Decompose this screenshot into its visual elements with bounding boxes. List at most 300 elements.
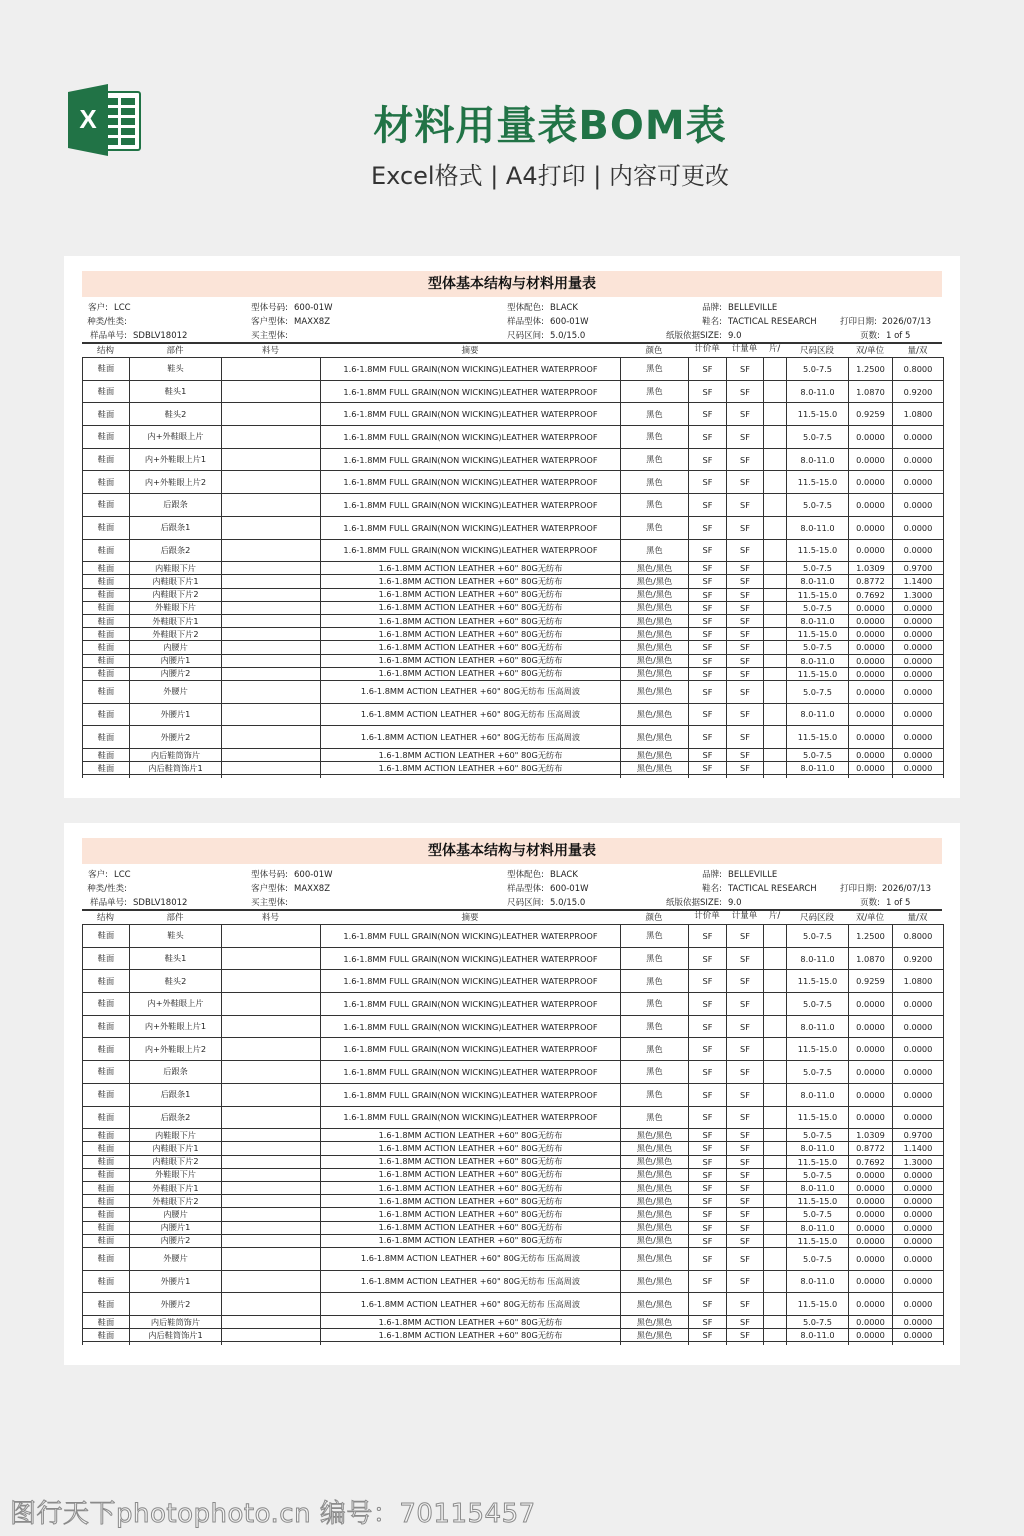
measure-unit-cell[interactable]: SF [727,426,764,449]
description-cell[interactable]: 1.6-1.8MM FULL GRAIN(NON WICKING)LEATHER WATERPROOF [321,947,621,970]
size-range-cell[interactable]: 11.5-15.0 [787,1106,849,1129]
description-cell[interactable]: 1.6-1.8MM FULL GRAIN(NON WICKING)LEATHER WATERPROOF [321,448,621,471]
color-cell[interactable]: 黑色/黑色 [621,654,689,667]
qty-per-pair-cell[interactable]: 0.0000 [893,448,944,471]
color-cell[interactable]: 黑色/黑色 [621,1234,689,1247]
description-cell[interactable]: 1.6-1.8MM ACTION LEATHER +60" 80G无纺布 [321,588,621,601]
color-cell[interactable]: 黑色/黑色 [621,641,689,654]
material-no-cell[interactable] [222,1106,321,1129]
description-cell[interactable]: 1.6-1.8MM FULL GRAIN(NON WICKING)LEATHER WATERPROOF [321,494,621,517]
price-unit-cell[interactable]: SF [689,1293,727,1316]
material-no-cell[interactable] [222,380,321,403]
pair-per-unit-cell[interactable]: 0.0000 [849,703,893,726]
price-unit-cell[interactable]: SF [689,925,727,948]
qty-per-pair-cell[interactable]: 1.1400 [893,1142,944,1155]
pair-per-unit-cell[interactable]: 0.0000 [849,641,893,654]
pieces-cell[interactable] [764,380,787,403]
part-cell[interactable]: 外腰片1 [130,703,222,726]
color-cell[interactable]: 黑色/黑色 [621,1329,689,1342]
qty-per-pair-cell[interactable]: 0.0000 [893,614,944,627]
size-range-cell[interactable]: 8.0-11.0 [787,1015,849,1038]
pieces-cell[interactable] [764,575,787,588]
description-cell[interactable]: 1.6-1.8MM ACTION LEATHER +60" 80G无纺布 [321,1129,621,1142]
pair-per-unit-cell[interactable]: 0.0000 [849,601,893,614]
pieces-cell[interactable] [764,426,787,449]
structure-cell[interactable]: 鞋面 [83,762,130,775]
qty-per-pair-cell[interactable]: 0.0000 [893,748,944,761]
pieces-cell[interactable] [764,680,787,703]
description-cell[interactable]: 1.6-1.8MM FULL GRAIN(NON WICKING)LEATHER WATERPROOF [321,1038,621,1061]
material-no-cell[interactable] [222,471,321,494]
description-cell[interactable]: 1.6-1.8MM ACTION LEATHER +60" 80G无纺布 [321,1221,621,1234]
qty-per-pair-cell[interactable]: 0.0000 [893,1221,944,1234]
measure-unit-cell[interactable]: SF [727,601,764,614]
structure-cell[interactable]: 鞋面 [83,667,130,680]
part-cell[interactable]: 内腰片2 [130,1234,222,1247]
measure-unit-cell[interactable]: SF [727,726,764,749]
color-cell[interactable]: 黑色 [621,993,689,1016]
material-no-cell[interactable] [222,925,321,948]
pieces-cell[interactable] [764,601,787,614]
pair-per-unit-cell[interactable]: 0.0000 [849,726,893,749]
description-cell[interactable]: 1.6-1.8MM ACTION LEATHER +60" 80G无纺布 [321,1195,621,1208]
color-cell[interactable]: 黑色 [621,1061,689,1084]
size-range-cell[interactable]: 11.5-15.0 [787,1234,849,1247]
pair-per-unit-cell[interactable]: 0.0000 [849,1083,893,1106]
pieces-cell[interactable] [764,1293,787,1316]
structure-cell[interactable]: 鞋面 [83,1221,130,1234]
pair-per-unit-cell[interactable]: 0.0000 [849,1247,893,1270]
structure-cell[interactable]: 鞋面 [83,1142,130,1155]
color-cell[interactable]: 黑色 [621,1015,689,1038]
description-cell[interactable]: 1.6-1.8MM ACTION LEATHER +60" 80G无纺布 [321,654,621,667]
measure-unit-cell[interactable]: SF [727,358,764,381]
pair-per-unit-cell[interactable]: 1.0309 [849,1129,893,1142]
qty-per-pair-cell[interactable]: 0.0000 [893,993,944,1016]
part-cell[interactable]: 内腰片1 [130,1221,222,1234]
description-cell[interactable]: 1.6-1.8MM ACTION LEATHER +60" 80G无纺布 [321,1142,621,1155]
part-cell[interactable]: 内鞋眼下片 [130,562,222,575]
structure-cell[interactable]: 鞋面 [83,680,130,703]
size-range-cell[interactable]: 11.5-15.0 [787,667,849,680]
pieces-cell[interactable] [764,516,787,539]
pair-per-unit-cell[interactable]: 0.0000 [849,667,893,680]
material-no-cell[interactable] [222,1061,321,1084]
size-range-cell[interactable]: 11.5-15.0 [787,628,849,641]
measure-unit-cell[interactable]: SF [727,1221,764,1234]
material-no-cell[interactable] [222,1247,321,1270]
material-no-cell[interactable] [222,1293,321,1316]
color-cell[interactable]: 黑色/黑色 [621,1195,689,1208]
structure-cell[interactable]: 鞋面 [83,1234,130,1247]
qty-per-pair-cell[interactable]: 1.3000 [893,1155,944,1168]
size-range-cell[interactable]: 5.0-7.5 [787,1061,849,1084]
description-cell[interactable]: 1.6-1.8MM FULL GRAIN(NON WICKING)LEATHER WATERPROOF [321,1061,621,1084]
size-range-cell[interactable]: 5.0-7.5 [787,1247,849,1270]
measure-unit-cell[interactable]: SF [727,562,764,575]
pieces-cell[interactable] [764,1221,787,1234]
material-no-cell[interactable] [222,1221,321,1234]
material-no-cell[interactable] [222,426,321,449]
pieces-cell[interactable] [764,667,787,680]
structure-cell[interactable]: 鞋面 [83,403,130,426]
price-unit-cell[interactable]: SF [689,1038,727,1061]
pieces-cell[interactable] [764,1195,787,1208]
pieces-cell[interactable] [764,471,787,494]
size-range-cell[interactable]: 5.0-7.5 [787,748,849,761]
pieces-cell[interactable] [764,1106,787,1129]
structure-cell[interactable]: 鞋面 [83,426,130,449]
structure-cell[interactable]: 鞋面 [83,601,130,614]
part-cell[interactable]: 内腰片 [130,1208,222,1221]
measure-unit-cell[interactable]: SF [727,680,764,703]
qty-per-pair-cell[interactable]: 1.0800 [893,403,944,426]
color-cell[interactable]: 黑色 [621,1038,689,1061]
color-cell[interactable]: 黑色/黑色 [621,680,689,703]
price-unit-cell[interactable]: SF [689,1106,727,1129]
material-no-cell[interactable] [222,1015,321,1038]
qty-per-pair-cell[interactable]: 0.0000 [893,1293,944,1316]
material-no-cell[interactable] [222,1195,321,1208]
measure-unit-cell[interactable]: SF [727,588,764,601]
part-cell[interactable]: 后跟条 [130,1061,222,1084]
size-range-cell[interactable]: 5.0-7.5 [787,993,849,1016]
color-cell[interactable]: 黑色 [621,925,689,948]
measure-unit-cell[interactable]: SF [727,448,764,471]
pair-per-unit-cell[interactable]: 0.0000 [849,1195,893,1208]
price-unit-cell[interactable]: SF [689,1221,727,1234]
part-cell[interactable]: 内腰片 [130,641,222,654]
price-unit-cell[interactable]: SF [689,516,727,539]
price-unit-cell[interactable]: SF [689,1142,727,1155]
part-cell[interactable]: 外鞋眼下片 [130,1168,222,1181]
structure-cell[interactable]: 鞋面 [83,1038,130,1061]
color-cell[interactable]: 黑色 [621,358,689,381]
material-no-cell[interactable] [222,641,321,654]
color-cell[interactable]: 黑色 [621,403,689,426]
material-no-cell[interactable] [222,748,321,761]
measure-unit-cell[interactable]: SF [727,1106,764,1129]
size-range-cell[interactable]: 5.0-7.5 [787,601,849,614]
qty-per-pair-cell[interactable]: 0.9200 [893,380,944,403]
part-cell[interactable]: 内鞋眼下片1 [130,575,222,588]
structure-cell[interactable]: 鞋面 [83,641,130,654]
material-no-cell[interactable] [222,403,321,426]
price-unit-cell[interactable]: SF [689,1270,727,1293]
pair-per-unit-cell[interactable]: 1.2500 [849,358,893,381]
structure-cell[interactable]: 鞋面 [83,726,130,749]
part-cell[interactable]: 后跟条2 [130,539,222,562]
structure-cell[interactable]: 鞋面 [83,925,130,948]
measure-unit-cell[interactable]: SF [727,539,764,562]
structure-cell[interactable]: 鞋面 [83,1293,130,1316]
structure-cell[interactable]: 鞋面 [83,1129,130,1142]
structure-cell[interactable]: 鞋面 [83,614,130,627]
color-cell[interactable]: 黑色/黑色 [621,588,689,601]
pieces-cell[interactable] [764,562,787,575]
part-cell[interactable]: 外鞋眼下片2 [130,628,222,641]
color-cell[interactable]: 黑色/黑色 [621,1129,689,1142]
color-cell[interactable]: 黑色/黑色 [621,1270,689,1293]
material-no-cell[interactable] [222,703,321,726]
material-no-cell[interactable] [222,993,321,1016]
qty-per-pair-cell[interactable]: 0.0000 [893,494,944,517]
pieces-cell[interactable] [764,628,787,641]
part-cell[interactable]: 内后鞋筒饰片1 [130,762,222,775]
part-cell[interactable]: 外腰片1 [130,1270,222,1293]
structure-cell[interactable]: 鞋面 [83,1083,130,1106]
color-cell[interactable]: 黑色/黑色 [621,1247,689,1270]
description-cell[interactable]: 1.6-1.8MM ACTION LEATHER +60" 80G无纺布 压高周波 [321,1247,621,1270]
measure-unit-cell[interactable]: SF [727,993,764,1016]
pair-per-unit-cell[interactable]: 0.0000 [849,1106,893,1129]
part-cell[interactable]: 鞋头1 [130,947,222,970]
part-cell[interactable]: 外腰片2 [130,1293,222,1316]
color-cell[interactable]: 黑色/黑色 [621,1315,689,1328]
pieces-cell[interactable] [764,993,787,1016]
material-no-cell[interactable] [222,1234,321,1247]
material-no-cell[interactable] [222,628,321,641]
structure-cell[interactable]: 鞋面 [83,562,130,575]
part-cell[interactable]: 内鞋眼下片2 [130,1155,222,1168]
qty-per-pair-cell[interactable]: 0.0000 [893,539,944,562]
pieces-cell[interactable] [764,1015,787,1038]
part-cell[interactable]: 内鞋眼下片2 [130,588,222,601]
pieces-cell[interactable] [764,1038,787,1061]
pieces-cell[interactable] [764,748,787,761]
description-cell[interactable]: 1.6-1.8MM ACTION LEATHER +60" 80G无纺布 [321,748,621,761]
pair-per-unit-cell[interactable]: 0.0000 [849,680,893,703]
material-no-cell[interactable] [222,494,321,517]
size-range-cell[interactable]: 8.0-11.0 [787,1270,849,1293]
color-cell[interactable]: 黑色/黑色 [621,1221,689,1234]
structure-cell[interactable]: 鞋面 [83,1155,130,1168]
structure-cell[interactable]: 鞋面 [83,1168,130,1181]
size-range-cell[interactable]: 11.5-15.0 [787,1293,849,1316]
structure-cell[interactable]: 鞋面 [83,1106,130,1129]
pieces-cell[interactable] [764,641,787,654]
measure-unit-cell[interactable]: SF [727,575,764,588]
size-range-cell[interactable]: 5.0-7.5 [787,1315,849,1328]
measure-unit-cell[interactable]: SF [727,1061,764,1084]
measure-unit-cell[interactable]: SF [727,641,764,654]
qty-per-pair-cell[interactable]: 0.8000 [893,358,944,381]
pair-per-unit-cell[interactable]: 0.0000 [849,1315,893,1328]
price-unit-cell[interactable]: SF [689,1168,727,1181]
structure-cell[interactable]: 鞋面 [83,970,130,993]
qty-per-pair-cell[interactable]: 0.0000 [893,762,944,775]
qty-per-pair-cell[interactable]: 0.0000 [893,1038,944,1061]
structure-cell[interactable]: 鞋面 [83,539,130,562]
price-unit-cell[interactable]: SF [689,358,727,381]
description-cell[interactable]: 1.6-1.8MM ACTION LEATHER +60" 80G无纺布 压高周波 [321,726,621,749]
structure-cell[interactable]: 鞋面 [83,1181,130,1194]
pair-per-unit-cell[interactable]: 0.0000 [849,426,893,449]
color-cell[interactable]: 黑色/黑色 [621,575,689,588]
part-cell[interactable]: 外鞋眼下片2 [130,1195,222,1208]
measure-unit-cell[interactable]: SF [727,654,764,667]
price-unit-cell[interactable]: SF [689,748,727,761]
price-unit-cell[interactable]: SF [689,575,727,588]
measure-unit-cell[interactable]: SF [727,1293,764,1316]
price-unit-cell[interactable]: SF [689,426,727,449]
measure-unit-cell[interactable]: SF [727,703,764,726]
qty-per-pair-cell[interactable]: 0.8000 [893,925,944,948]
size-range-cell[interactable]: 11.5-15.0 [787,403,849,426]
size-range-cell[interactable]: 5.0-7.5 [787,494,849,517]
material-no-cell[interactable] [222,539,321,562]
color-cell[interactable]: 黑色 [621,539,689,562]
pair-per-unit-cell[interactable]: 0.0000 [849,1208,893,1221]
size-range-cell[interactable]: 8.0-11.0 [787,1329,849,1342]
color-cell[interactable]: 黑色/黑色 [621,1208,689,1221]
part-cell[interactable]: 外鞋眼下片1 [130,1181,222,1194]
price-unit-cell[interactable]: SF [689,667,727,680]
size-range-cell[interactable]: 8.0-11.0 [787,703,849,726]
measure-unit-cell[interactable]: SF [727,403,764,426]
structure-cell[interactable]: 鞋面 [83,703,130,726]
pieces-cell[interactable] [764,654,787,667]
color-cell[interactable]: 黑色 [621,471,689,494]
qty-per-pair-cell[interactable]: 0.0000 [893,1195,944,1208]
structure-cell[interactable]: 鞋面 [83,448,130,471]
size-range-cell[interactable]: 8.0-11.0 [787,575,849,588]
price-unit-cell[interactable]: SF [689,1247,727,1270]
color-cell[interactable]: 黑色/黑色 [621,601,689,614]
structure-cell[interactable]: 鞋面 [83,748,130,761]
pieces-cell[interactable] [764,1142,787,1155]
price-unit-cell[interactable]: SF [689,539,727,562]
structure-cell[interactable]: 鞋面 [83,1247,130,1270]
pieces-cell[interactable] [764,1129,787,1142]
qty-per-pair-cell[interactable]: 0.0000 [893,680,944,703]
qty-per-pair-cell[interactable]: 0.0000 [893,654,944,667]
measure-unit-cell[interactable]: SF [727,1329,764,1342]
color-cell[interactable]: 黑色/黑色 [621,1181,689,1194]
pieces-cell[interactable] [764,539,787,562]
price-unit-cell[interactable]: SF [689,380,727,403]
price-unit-cell[interactable]: SF [689,588,727,601]
color-cell[interactable]: 黑色 [621,494,689,517]
size-range-cell[interactable]: 8.0-11.0 [787,1181,849,1194]
measure-unit-cell[interactable]: SF [727,380,764,403]
pair-per-unit-cell[interactable]: 0.8772 [849,1142,893,1155]
qty-per-pair-cell[interactable]: 0.0000 [893,628,944,641]
color-cell[interactable]: 黑色/黑色 [621,703,689,726]
part-cell[interactable]: 后跟条2 [130,1106,222,1129]
part-cell[interactable]: 鞋头2 [130,403,222,426]
pair-per-unit-cell[interactable]: 0.0000 [849,1168,893,1181]
part-cell[interactable]: 外腰片 [130,680,222,703]
pair-per-unit-cell[interactable]: 0.0000 [849,614,893,627]
size-range-cell[interactable]: 11.5-15.0 [787,1195,849,1208]
pair-per-unit-cell[interactable]: 0.8772 [849,575,893,588]
part-cell[interactable]: 内腰片2 [130,667,222,680]
measure-unit-cell[interactable]: SF [727,516,764,539]
material-no-cell[interactable] [222,1168,321,1181]
pair-per-unit-cell[interactable]: 0.9259 [849,403,893,426]
description-cell[interactable]: 1.6-1.8MM ACTION LEATHER +60" 80G无纺布 压高周波 [321,1270,621,1293]
part-cell[interactable]: 内+外鞋眼上片1 [130,1015,222,1038]
part-cell[interactable]: 内+外鞋眼上片2 [130,1038,222,1061]
measure-unit-cell[interactable]: SF [727,947,764,970]
qty-per-pair-cell[interactable]: 1.3000 [893,588,944,601]
part-cell[interactable]: 外鞋眼下片 [130,601,222,614]
color-cell[interactable]: 黑色/黑色 [621,667,689,680]
qty-per-pair-cell[interactable]: 1.0800 [893,970,944,993]
size-range-cell[interactable]: 5.0-7.5 [787,925,849,948]
structure-cell[interactable]: 鞋面 [83,494,130,517]
material-no-cell[interactable] [222,588,321,601]
price-unit-cell[interactable]: SF [689,762,727,775]
structure-cell[interactable]: 鞋面 [83,1329,130,1342]
material-no-cell[interactable] [222,1142,321,1155]
description-cell[interactable]: 1.6-1.8MM ACTION LEATHER +60" 80G无纺布 [321,614,621,627]
qty-per-pair-cell[interactable]: 0.9700 [893,562,944,575]
qty-per-pair-cell[interactable]: 0.0000 [893,601,944,614]
structure-cell[interactable]: 鞋面 [83,1015,130,1038]
pieces-cell[interactable] [764,1155,787,1168]
pair-per-unit-cell[interactable]: 0.0000 [849,1015,893,1038]
measure-unit-cell[interactable]: SF [727,1155,764,1168]
qty-per-pair-cell[interactable]: 0.0000 [893,1270,944,1293]
structure-cell[interactable]: 鞋面 [83,575,130,588]
measure-unit-cell[interactable]: SF [727,494,764,517]
price-unit-cell[interactable]: SF [689,1015,727,1038]
size-range-cell[interactable]: 8.0-11.0 [787,1221,849,1234]
part-cell[interactable]: 外鞋眼下片1 [130,614,222,627]
description-cell[interactable]: 1.6-1.8MM ACTION LEATHER +60" 80G无纺布 [321,667,621,680]
size-range-cell[interactable]: 11.5-15.0 [787,588,849,601]
description-cell[interactable]: 1.6-1.8MM ACTION LEATHER +60" 80G无纺布 压高周波 [321,680,621,703]
price-unit-cell[interactable]: SF [689,641,727,654]
pair-per-unit-cell[interactable]: 0.0000 [849,993,893,1016]
pair-per-unit-cell[interactable]: 0.0000 [849,539,893,562]
part-cell[interactable]: 内后鞋筒饰片1 [130,1329,222,1342]
pieces-cell[interactable] [764,1168,787,1181]
description-cell[interactable]: 1.6-1.8MM ACTION LEATHER +60" 80G无纺布 [321,1155,621,1168]
size-range-cell[interactable]: 8.0-11.0 [787,448,849,471]
material-no-cell[interactable] [222,680,321,703]
price-unit-cell[interactable]: SF [689,1234,727,1247]
part-cell[interactable]: 内后鞋筒饰片 [130,1315,222,1328]
qty-per-pair-cell[interactable]: 1.1400 [893,575,944,588]
material-no-cell[interactable] [222,667,321,680]
description-cell[interactable]: 1.6-1.8MM FULL GRAIN(NON WICKING)LEATHER WATERPROOF [321,380,621,403]
color-cell[interactable]: 黑色 [621,947,689,970]
color-cell[interactable]: 黑色/黑色 [621,1155,689,1168]
qty-per-pair-cell[interactable]: 0.0000 [893,471,944,494]
structure-cell[interactable]: 鞋面 [83,1195,130,1208]
pair-per-unit-cell[interactable]: 0.0000 [849,516,893,539]
description-cell[interactable]: 1.6-1.8MM ACTION LEATHER +60" 80G无纺布 压高周波 [321,1293,621,1316]
part-cell[interactable]: 鞋头 [130,925,222,948]
structure-cell[interactable]: 鞋面 [83,993,130,1016]
size-range-cell[interactable]: 5.0-7.5 [787,1168,849,1181]
qty-per-pair-cell[interactable]: 0.0000 [893,516,944,539]
qty-per-pair-cell[interactable]: 0.0000 [893,1181,944,1194]
qty-per-pair-cell[interactable]: 0.9200 [893,947,944,970]
description-cell[interactable]: 1.6-1.8MM ACTION LEATHER +60" 80G无纺布 [321,562,621,575]
pair-per-unit-cell[interactable]: 1.0870 [849,380,893,403]
size-range-cell[interactable]: 8.0-11.0 [787,614,849,627]
part-cell[interactable]: 外腰片2 [130,726,222,749]
structure-cell[interactable]: 鞋面 [83,588,130,601]
price-unit-cell[interactable]: SF [689,471,727,494]
pieces-cell[interactable] [764,1329,787,1342]
structure-cell[interactable]: 鞋面 [83,380,130,403]
description-cell[interactable]: 1.6-1.8MM ACTION LEATHER +60" 80G无纺布 [321,1234,621,1247]
